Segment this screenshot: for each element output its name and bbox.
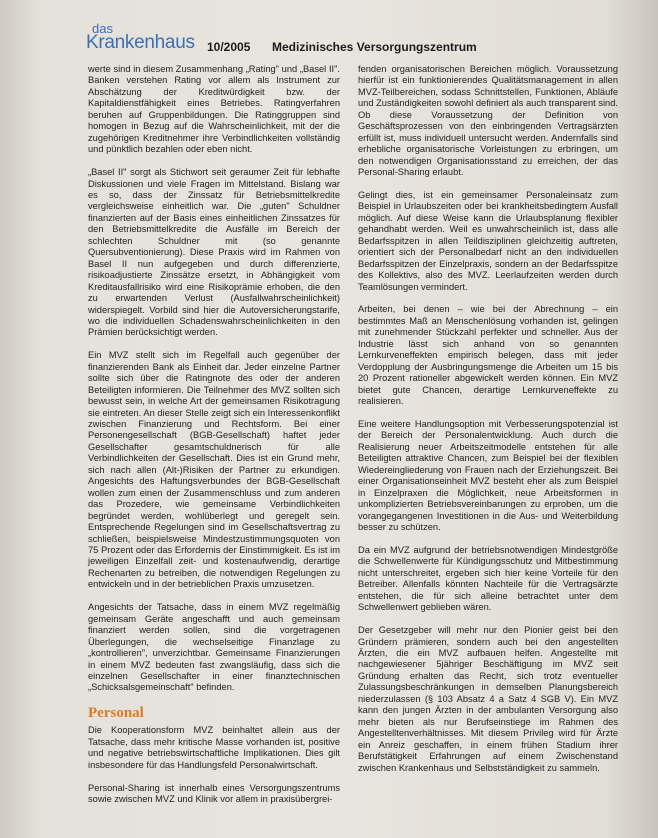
paragraph: Personal-Sharing ist innerhalb eines Versorgungszentrums sowie zwischen MVZ und Klinik vor allem in praxisübergrei-: [88, 782, 340, 805]
logo-krankenhaus: Krankenhaus: [86, 32, 195, 53]
paragraph: Da ein MVZ aufgrund der betriebsnotwendigen Mindestgröße die Schwellenwerte für Kündigungsschutz und Mitbestimmung nicht unterschreitet, ergeben sich hier keine Vorteile für den Betreiber. Allenfalls könnten Nachteile für die Vertragsärzte entstehen, die für sich alleine betrachtet unter dem Schwellenwert geblieben wären.: [358, 544, 618, 613]
paragraph: werte sind in diesem Zusammenhang „Rating" und „Basel II". Banken verstehen Rating vor allem als Instrument zur Abschätzung der Kreditwürdigkeit bzw. der Kapitaldienstfähigkeit eines Betriebes. Ratingverfahren beruhen auf Gruppenbildungen. Die Ratinggruppen sind homogen in Bezug auf die Wahrscheinlichkeit, mit der die zugehörigen Kreditnehmer ihre Verbindlichkeiten vollständig und pünktlich bezahlen oder eben nicht.: [88, 64, 340, 155]
logo-das: das: [92, 21, 113, 36]
left-column: [88, 64, 340, 817]
page-header: [86, 21, 612, 56]
paragraph: Die Kooperationsform MVZ beinhaltet allein aus der Tatsache, dass mehr kritische Masse vorhanden ist, positive und negative betriebswirtschaftliche Implikationen. Dies gilt insbesondere für das Handlungsfeld Personalwirtschaft.: [88, 725, 340, 770]
section-heading-personal: Personal: [88, 705, 144, 722]
paragraph: fenden organisatorischen Bereichen möglich. Voraussetzung hierfür ist ein funktionierendes Qualitätsmanagement in allen MVZ-Teilbereichen, sodass Schnittstellen, Funktionen, Abläufe und Zuständigkeiten sowohl definiert als auch transparent sind. Ob diese Voraussetzung der Definition von Geschäftsprozessen von den einbringenden Vertragsärzten erfüllt ist, muss individuell untersucht werden. Andernfalls sind erhebliche organisatorische Vorleistungen zu erbringen, um den notwendigen Organisationsstand zu erreichen, der das Personal-Sharing erlaubt.: [358, 64, 618, 178]
paragraph: Angesichts der Tatsache, dass in einem MVZ regelmäßig gemeinsam Geräte angeschafft und auch gemeinsam finanziert werden sollen, sind die vorgetragenen Überlegungen, die wechselseitige Finanzlage zu „kontrollieren", unverzichtbar. Gemeinsame Finanzierungen in einem MVZ bedeuten fast zwangsläufig, dass sich die einzelnen Gesellschafter in einer finanztechnischen „Schicksalsgemeinschaft" befinden.: [88, 602, 340, 693]
right-column: [358, 64, 618, 785]
paragraph: Gelingt dies, ist ein gemeinsamer Personaleinsatz zum Beispiel in Urlaubszeiten oder bei krankheitsbedingtem Ausfall möglich. Auf diese Weise kann die Urlaubsplanung flexibler gehandhabt werden. Weil es unwahrscheinlich ist, dass alle Bedarfsspitzen in allen Teildisziplinen gleichzeitig auftreten, orientiert sich der Personalbedarf nicht an den individuellen Bedarfsspitzen der Einzelpraxis, sondern an der Bedarfsspitze des Kollektivs, also des MVZ. Leerlaufzeiten werden durch Teamlösungen vermindert.: [358, 189, 618, 292]
section-title: Medizinisches Versorgungszentrum: [272, 40, 477, 54]
paragraph: Arbeiten, bei denen – wie bei der Abrechnung – ein bestimmtes Maß an Menschenlösung vorhanden ist, gelingen mit zunehmender Stückzahl perfekter und schneller. Aus der Industrie lässt sich anhand von so genannten Lernkurveneffekten empirisch belegen, dass mit jeder Verdopplung der Ausbringungsmenge die Arbeiten um 15 bis 20 Prozent rationeller abgewickelt werden können. Ein MVZ bietet gute Chancen, derartige Lernkurveneffekte zu realisieren.: [358, 304, 618, 407]
paragraph: „Basel II" sorgt als Stichwort seit geraumer Zeit für lebhafte Diskussionen und viele Fragen im Mittelstand. Bislang war es so, dass der Zinssatz für Betriebsmittelkredite vergleichsweise einheitlich war. Die „guten" Schuldner finanzierten auf der Basis eines einheitlichen Zinssatzes für den Betriebsmittelkredite die Ausfälle im Bereich der schlechten Schuldner mit (so genannte Quersubventionierung). Diese Praxis wird im Rahmen von Basel II nun aufgegeben und durch differenzierte, risikoadjustierte Zinssätze ersetzt, in Abhängigkeit vom Kreditausfallrisiko wird eine Risikoprämie erhoben, die den zu erwartenden Verlust (Ausfallwahrscheinlichkeit) widerspiegelt. Vorbild sind hier die Autoversicherungstarife, wo die individuellen Schadenswahrscheinlichkeiten in den Prämien berücksichtigt werden.: [88, 167, 340, 338]
issue-number: 10/2005: [207, 40, 251, 54]
paragraph: Eine weitere Handlungsoption mit Verbesserungspotenzial ist der Bereich der Personalentwicklung. Auch durch die Realisierung neuer Arbeitszeitmodelle entstehen für alle Beteiligten attraktive Chancen, zum Beispiel bei der flexiblen Wiedereingliederung von Frauen nach der Erziehungszeit. Bei einer Organisationseinheit MVZ besteht eher als zum Beispiel in Einzelpraxen die Möglichkeit, neue Arbeitsformen in unkomplizierten Betriebsvereinbarungen zu erproben, um die vorangegangenen Investitionen in die Aus- und Weiterbildung besser zu schützen.: [358, 419, 618, 533]
paragraph: Ein MVZ stellt sich im Regelfall auch gegenüber der finanzierenden Bank als Einheit dar. Jeder einzelne Partner sollte sich über die Ratingnote des oder der anderen Beteiligten informieren. Die Teilnehmer des MVZ sollten sich bewusst sein, in welche Art der gemeinsamen Risikotragung sie eintreten. An dieser Stelle zeigt sich ein Interessenkonflikt zwischen Finanzierung und Rechtsform. Bei einer Personengesellschaft (BGB-Gesellschaft) haftet jeder Gesellschafter gesamtschuldnerisch für alle Verbindlichkeiten der Gesellschaft. Dies ist ein Grund mehr, sich nach allen (Alt-)Risiken der Partner zu erkundigen. Angesichts des Haftungsverbundes der BGB-Gesellschaft wollen zum einen der Zusammenschluss und zum anderen das Prozedere, wie gemeinsame Verbindlichkeiten begründet werden, wohlüberlegt und geregelt sein. Entsprechende Regelungen sind im Gesellschaftsvertrag zu schließen, beispielsweise Mindestzustimmungsquoten von 75 Prozent oder das Erfordernis der Einstimmigkeit. Es ist im jeweiligen Einzelfall zeit- und kostenaufwendig, derartige Rechenarten zu betreiben, die notwendigen Regelungen zu entwickeln und in der betrieblichen Praxis umzusetzen.: [88, 350, 340, 590]
paragraph: Der Gesetzgeber will mehr nur den Pionier geist bei den Gründern prämieren, sondern auch bei den angestellten Ärzten, die ein MVZ aufbauen helfen. Angestellte mit nachgewiesener 5jähriger Beschäftigung im MVZ seit Gründung erhalten das Recht, sich trotz eventueller Zulassungsbeschränkungen in demselben Planungsbereich niederzulassen (§ 103 Absatz 4 a Satz 4 SGB V). Ein MVZ kann den jungen Ärzten in der ambulanten Versorgung also mehr bieten als nur Berufseinstiege im Rahmen des Angestelltenverhältnisses. Mit diesem Privileg wird für Ärzte ein Anreiz geschaffen, in einem frühen Stadium ihrer Berufstätigkeit Erfahrungen auf einem Zwischenstand zwischen Krankenhaus und Selbstständigkeit zu sammeln.: [358, 625, 618, 773]
